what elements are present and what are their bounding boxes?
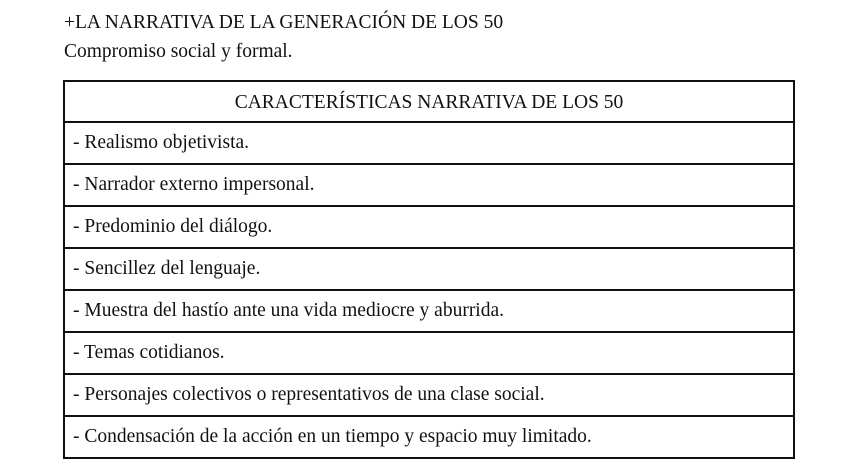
table-row: - Temas cotidianos. bbox=[65, 333, 793, 375]
table-row: - Personajes colectivos o representativos de una clase social. bbox=[65, 375, 793, 417]
table-header: CARACTERÍSTICAS NARRATIVA DE LOS 50 bbox=[65, 82, 793, 123]
table-row: - Predominio del diálogo. bbox=[65, 207, 793, 249]
page-subtitle: Compromiso social y formal. bbox=[64, 41, 293, 62]
characteristics-table bbox=[63, 80, 795, 459]
table-row: - Realismo objetivista. bbox=[65, 123, 793, 165]
table-row: - Sencillez del lenguaje. bbox=[65, 249, 793, 291]
page-title: +LA NARRATIVA DE LA GENERACIÓN DE LOS 50 bbox=[64, 12, 504, 33]
table-row: - Narrador externo impersonal. bbox=[65, 165, 793, 207]
table-row: - Condensación de la acción en un tiempo y espacio muy limitado. bbox=[73, 426, 592, 447]
table-row: - Muestra del hastío ante una vida mediocre y aburrida. bbox=[65, 291, 793, 333]
